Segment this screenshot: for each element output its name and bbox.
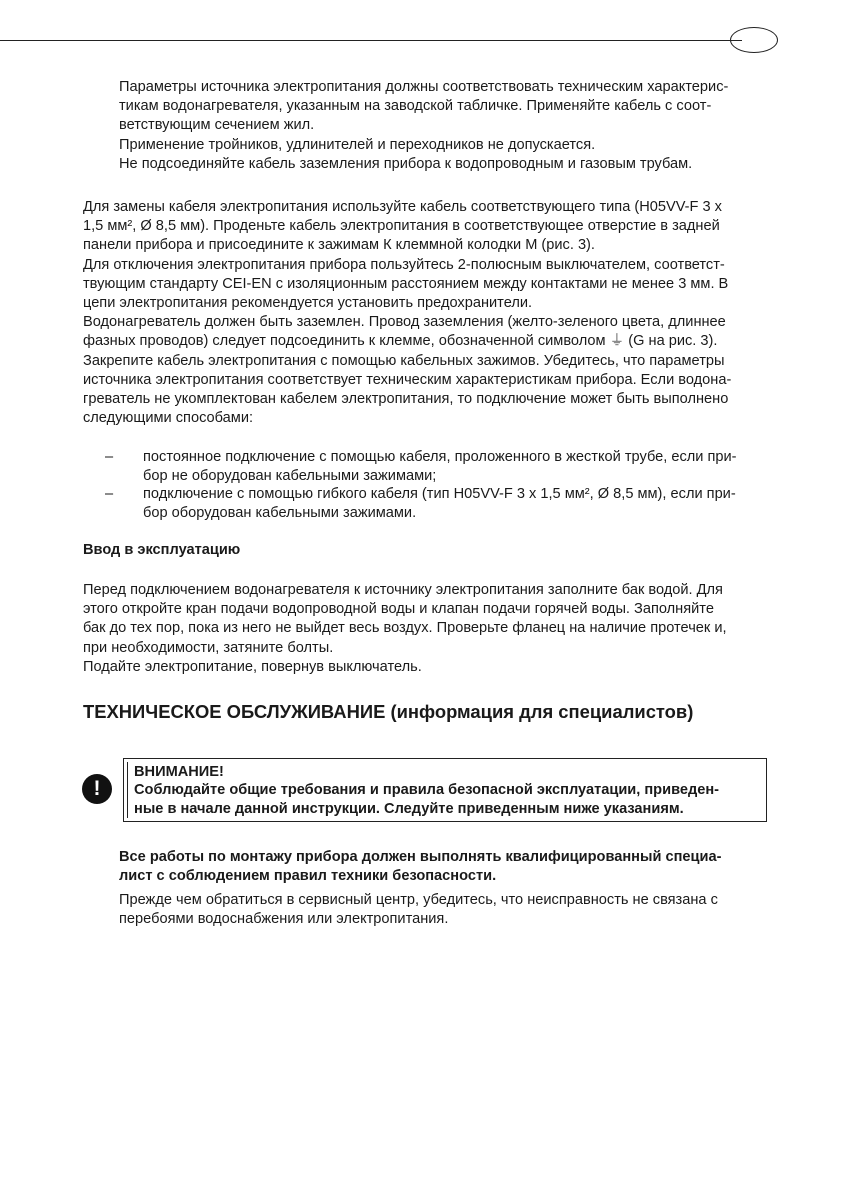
text-line: 1,5 мм², Ø 8,5 мм). Проденьте кабель электропитания в соответствующее отверстие в задней	[83, 218, 720, 235]
service-center-note	[119, 891, 769, 929]
page-number-oval	[730, 27, 778, 53]
warning-box	[123, 758, 767, 822]
text-line: твующим стандарту CEI-EN с изоляционным расстоянием между контактами не менее 3 мм. В	[83, 275, 729, 292]
bullet-dash: –	[105, 449, 114, 465]
text-line: бор оборудован кабельными зажимами.	[143, 505, 417, 522]
text-line: Не подсоединяйте кабель заземления прибора к водопроводным и газовым трубам.	[119, 155, 693, 172]
text-line: тикам водонагревателя, указанным на заводской табличке. Применяйте кабель с соот-	[119, 98, 712, 115]
wiring-instructions	[83, 198, 775, 428]
warning-text	[134, 781, 758, 819]
warning-title: ВНИМАНИЕ!	[134, 764, 224, 780]
text-line: фазных проводов) следует подсоединить к клемме, обозначенной символом ⏚ (G на рис. 3).	[83, 333, 718, 350]
qualified-specialist-note	[119, 848, 769, 886]
warning-icon: !	[82, 774, 112, 804]
bullet-text	[143, 485, 775, 523]
text-line: панели прибора и присоедините к зажимам К клеммной колодки М (рис. 3).	[83, 237, 595, 254]
text-line: Все работы по монтажу прибора должен выполнять квалифицированный специа-	[119, 849, 722, 865]
text-line: постоянное подключение с помощью кабеля, проложенного в жесткой трубе, если при-	[143, 449, 737, 465]
commissioning-heading: Ввод в эксплуатацию	[83, 542, 241, 558]
text-line: лист с соблюдением правил техники безопасности.	[119, 868, 497, 885]
text-line: этого откройте кран подачи водопроводной воды и клапан подачи горячей воды. Заполняйте	[83, 601, 714, 618]
bullet-text	[143, 448, 775, 486]
intro-paragraph	[119, 78, 769, 174]
text-line: Водонагреватель должен быть заземлен. Провод заземления (желто-зеленого цвета, длиннее	[83, 314, 726, 331]
text-line: Применение тройников, удлинителей и переходников не допускается.	[119, 136, 596, 153]
text-line: Для отключения электропитания прибора пользуйтесь 2-полюсным выключателем, соответст-	[83, 256, 725, 273]
text-line: ные в начале данной инструкции. Следуйте приведенным ниже указаниям.	[134, 801, 684, 818]
text-line: источника электропитания соответствует техническим характеристикам прибора. Если водона-	[83, 371, 732, 388]
maintenance-heading: ТЕХНИЧЕСКОЕ ОБСЛУЖИВАНИЕ (информация для специалистов)	[83, 701, 694, 722]
text-line: перебоями водоснабжения или электропитания.	[119, 911, 449, 928]
text-line: при необходимости, затяните болты.	[83, 639, 334, 656]
text-line: Подайте электропитание, повернув выключатель.	[83, 658, 422, 675]
text-line: цепи электропитания рекомендуется установить предохранители.	[83, 295, 533, 312]
text-line: бак до тех пор, пока из него не выйдет весь воздух. Проверьте фланец на наличие протечек и,	[83, 620, 727, 637]
text-line: подключение с помощью гибкого кабеля (тип H05VV-F 3 x 1,5 мм², Ø 8,5 мм), если при-	[143, 486, 736, 502]
text-line: греватель не укомплектован кабелем электропитания, то подключение может быть выполнено	[83, 391, 729, 408]
text-line: ветствующим сечением жил.	[119, 117, 315, 134]
text-line: бор не оборудован кабельными зажимами;	[143, 468, 437, 485]
text-line: Для замены кабеля электропитания используйте кабель соответствующего типа (H05VV-F 3 x	[83, 199, 722, 215]
bullet-dash: –	[105, 486, 114, 502]
text-line: Параметры источника электропитания должны соответствовать техническим характерис-	[119, 79, 729, 95]
text-line: Соблюдайте общие требования и правила безопасной эксплуатации, приведен-	[134, 782, 720, 798]
text-line: Закрепите кабель электропитания с помощью кабельных зажимов. Убедитесь, что параметры	[83, 352, 725, 369]
text-line: Прежде чем обратиться в сервисный центр, убедитесь, что неисправность не связана с	[119, 892, 718, 908]
commissioning-paragraph	[83, 581, 775, 677]
text-line: Перед подключением водонагревателя к источнику электропитания заполните бак водой. Для	[83, 582, 723, 598]
text-line: следующими способами:	[83, 410, 254, 427]
header-rule	[0, 40, 742, 41]
